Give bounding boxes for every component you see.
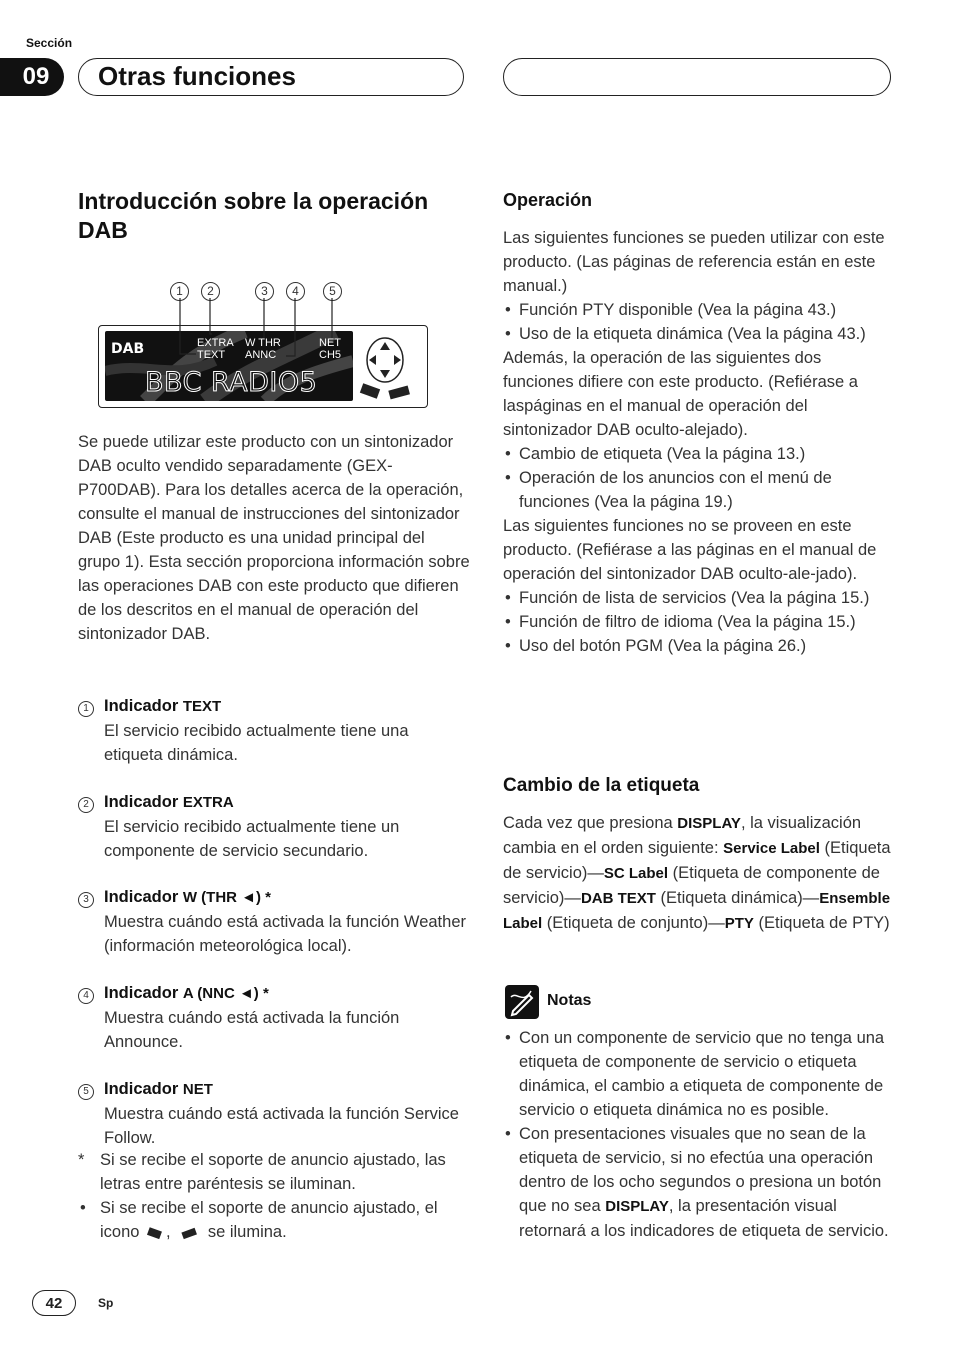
note-bullet-mark: • xyxy=(80,1199,86,1217)
item-title: Indicador xyxy=(104,888,179,906)
item-desc: El servicio recibido actualmente tiene una etiqueta dinámica. xyxy=(104,722,409,764)
announcement-icon xyxy=(146,1226,164,1240)
operation-list-2 xyxy=(503,442,891,514)
callout-4: 4 xyxy=(286,282,305,301)
notes-heading: Notas xyxy=(547,992,592,1009)
page-number: 42 xyxy=(32,1290,76,1316)
lcd-main-text: BBC RADIO5 xyxy=(145,367,318,398)
lcd-text-label: TEXT xyxy=(197,349,226,361)
list-item: • Función de filtro de idioma (Vea la página 15.) xyxy=(503,610,891,634)
indicator-item-3 xyxy=(78,885,468,958)
display-key: DISPLAY xyxy=(605,1198,669,1215)
dab-text-key: DAB TEXT xyxy=(580,890,656,907)
note-star xyxy=(78,1148,463,1196)
list-item: • Cambio de etiqueta (Vea la página 13.) xyxy=(503,442,891,466)
note-item: • Con un componente de servicio que no tenga una etiqueta de componente de servicio o etiqueta dinámica, el cambio a etiqueta de componente de servicio o etiqueta dinámica no es posible. xyxy=(503,1026,891,1122)
traffic-icon xyxy=(179,1226,199,1240)
indicator-item-4 xyxy=(78,981,468,1054)
list-item: • Función de lista de servicios (Vea la página 15.) xyxy=(503,586,891,610)
label-text: (Etiqueta dinámica)— xyxy=(660,889,820,907)
callout-5: 5 xyxy=(323,282,342,301)
control-pad-icon xyxy=(359,330,421,404)
item-title: Indicador xyxy=(104,697,179,715)
item-number: 5 xyxy=(78,1084,94,1100)
operation-list-1 xyxy=(503,298,891,346)
notes-icon xyxy=(505,985,539,1019)
callout-1: 1 xyxy=(170,282,189,301)
label-text: (Etiqueta de servicio)— xyxy=(503,839,891,882)
item-key: W (THR ◄) * xyxy=(182,889,272,906)
note-bullet-text-b: se ilumina. xyxy=(207,1223,287,1241)
item-desc: El servicio recibido actualmente tiene un componente de servicio secundario. xyxy=(104,818,400,860)
item-key: TEXT xyxy=(182,698,222,715)
section-number: 09 xyxy=(0,58,64,96)
operation-p2: Además, la operación de las siguientes dos funciones difiere con este producto. (Refiérase a laspáginas en el manual de operación del sintonizador DAB oculto-alejado). xyxy=(503,349,858,439)
lcd-extra-label: EXTRA xyxy=(197,337,234,349)
item-desc: Muestra cuándo está activada la función Service Follow. xyxy=(104,1105,459,1147)
label-text: (Etiqueta de PTY) xyxy=(758,914,890,932)
lcd-dab-label: DAB xyxy=(111,341,145,357)
note-bullet xyxy=(78,1196,463,1244)
item-title: Indicador xyxy=(104,793,179,811)
section-title: Otras funciones xyxy=(98,61,296,91)
intro-paragraph: Se puede utilizar este producto con un sintonizador DAB oculto vendido separadamente (GEX-P700DAB). Para los detalles acerca de la operación, consulte el manual de instrucciones del sintonizador DAB (Este producto es una unidad principal del grupo 1). Esta sección proporciona información sobre las operaciones DAB con este producto que difieren de los descritos en el manual de operación del sintonizador DAB. xyxy=(78,433,470,643)
list-item: • Uso del botón PGM (Vea la página 26.) xyxy=(503,634,891,658)
operation-p1: Las siguientes funciones se pueden utilizar con este producto. (Las páginas de referencia están en este manual.) xyxy=(503,229,885,295)
operation-section xyxy=(503,226,891,658)
pencil-icon xyxy=(505,985,539,1019)
header-right-frame xyxy=(503,58,891,96)
display-key: DISPLAY xyxy=(677,815,741,832)
indicator-item-5 xyxy=(78,1077,468,1150)
callout-leader-lines xyxy=(168,298,358,360)
operation-heading: Operación xyxy=(503,190,593,210)
lcd-net-label: NET xyxy=(319,337,341,349)
item-key: EXTRA xyxy=(182,794,234,811)
label-text: Cada vez que presiona xyxy=(503,814,673,832)
item-key: NET xyxy=(182,1081,213,1098)
ensemble-label-key: Ensemble Label xyxy=(503,890,891,932)
language-code: Sp xyxy=(98,1296,114,1310)
notes-list xyxy=(503,1026,891,1243)
item-number: 1 xyxy=(78,701,94,717)
indicator-item-2 xyxy=(78,790,468,863)
pty-key: PTY xyxy=(724,915,754,932)
service-label-key: Service Label xyxy=(723,840,820,857)
note-item xyxy=(503,1122,891,1243)
item-title: Indicador xyxy=(104,1080,179,1098)
list-item: • Uso de la etiqueta dinámica (Vea la página 43.) xyxy=(503,322,891,346)
list-item: • Función PTY disponible (Vea la página 43.) xyxy=(503,298,891,322)
sc-label-key: SC Label xyxy=(603,865,669,882)
item-number: 4 xyxy=(78,988,94,1004)
item-key: A (NNC ◄) * xyxy=(182,985,269,1002)
operation-list-3 xyxy=(503,586,891,658)
note-text: , la presentación visual retornará a los indicadores de etiqueta de servicio. xyxy=(519,1197,889,1240)
lcd-wthr-label: W THR xyxy=(245,337,281,349)
label-change-heading: Cambio de la etiqueta xyxy=(503,775,700,796)
item-number: 3 xyxy=(78,892,94,908)
callout-3: 3 xyxy=(255,282,274,301)
note-bullet-text-a: Si se recibe el soporte de anuncio ajustado, el icono xyxy=(100,1199,438,1241)
lcd-annc-label: ANNC xyxy=(245,349,277,361)
lcd-ch5-label: CH5 xyxy=(319,349,342,361)
callout-2: 2 xyxy=(201,282,220,301)
label-change-text xyxy=(503,811,891,936)
note-text: Con presentaciones visuales que no sean de la etiqueta de servicio, si no efectúa una operación dentro de los ocho segundos o presiona un botón que no sea xyxy=(519,1125,882,1215)
indicator-item-1 xyxy=(78,694,468,767)
item-number: 2 xyxy=(78,797,94,813)
item-desc: Muestra cuándo está activada la función Weather (información meteorológica local). xyxy=(104,913,466,955)
item-title: Indicador xyxy=(104,984,179,1002)
note-star-text: Si se recibe el soporte de anuncio ajustado, las letras entre paréntesis se iluminan. xyxy=(100,1151,446,1193)
note-bullet-comma: , xyxy=(166,1223,171,1241)
section-label: Sección xyxy=(26,36,73,50)
label-text: , la visualización cambia en el orden siguiente: xyxy=(503,814,862,857)
label-text: (Etiqueta de componente de servicio)— xyxy=(503,864,880,907)
operation-p3: Las siguientes funciones no se proveen en este producto. (Refiérase a las páginas en el manual de operación del sintonizador DAB oculto-ale-jado). xyxy=(503,517,877,583)
item-desc: Muestra cuándo está activada la función Announce. xyxy=(104,1009,400,1051)
label-text: (Etiqueta de conjunto)— xyxy=(546,914,725,932)
note-star-mark: * xyxy=(78,1151,85,1169)
page-heading: Introducción sobre la operación DAB xyxy=(78,188,429,243)
list-item: • Operación de los anuncios con el menú de funciones (Vea la página 19.) xyxy=(503,466,891,514)
